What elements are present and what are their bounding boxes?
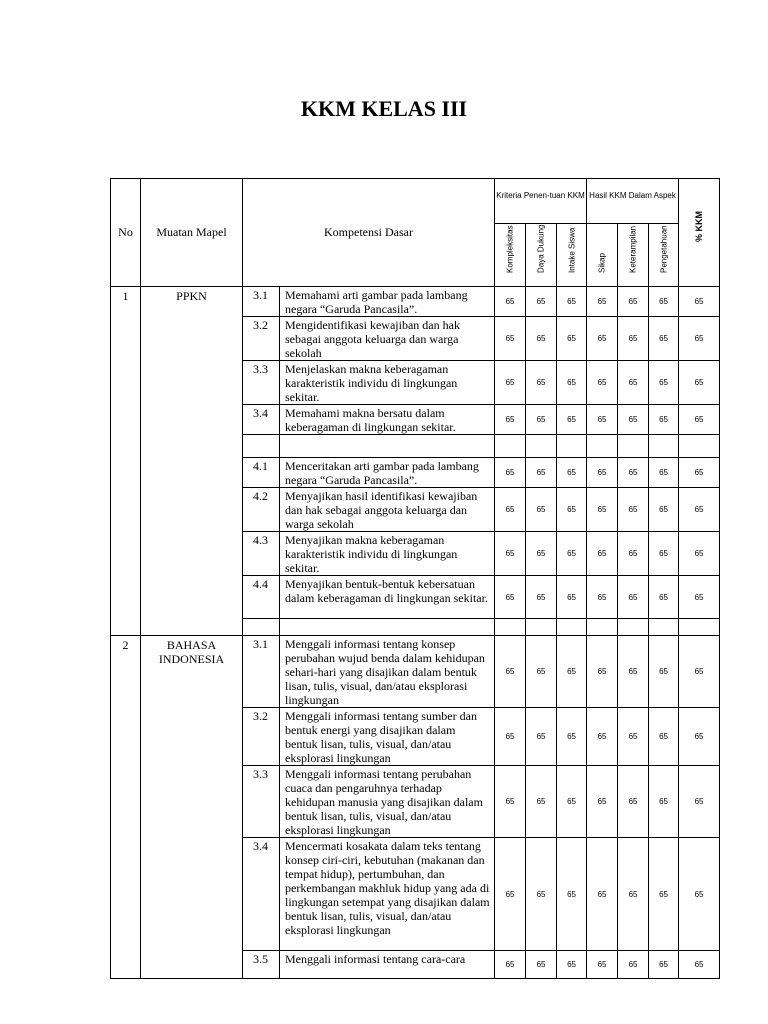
header-intake-siswa: Intake Siswa [557,224,587,287]
kd-text: Menggali informasi tentang cara-cara [280,951,495,979]
kd-code: 3.4 [243,405,280,435]
value-cell: 65 [557,317,587,361]
kd-code: 4.3 [243,532,280,576]
value-cell: 65 [526,405,557,435]
kd-text: Mencermati kosakata dalam teks tentang konsep ciri-ciri, kebutuhan (makanan dan tempat hidup), pertumbuhan, dan perkembangan makhluk hidup yang ada di lingkungan setempat yang disajikan dalam bentuk lisan, tulis, visual, dan/atau eksplorasi lingkungan [280,838,495,951]
value-cell: 65 [679,636,720,708]
value-cell: 65 [649,951,679,979]
value-cell: 65 [526,287,557,317]
value-cell: 65 [618,532,649,576]
value-cell: 65 [587,766,618,838]
kd-code: 3.2 [243,708,280,766]
table-row [111,636,720,708]
value-cell: 65 [526,532,557,576]
kd-code: 3.3 [243,766,280,838]
kd-text: Menggali informasi tentang perubahan cuaca dan pengaruhnya terhadap kehidupan manusia yang disajikan dalam bentuk lisan, tulis, visual, dan/atau eksplorasi lingkungan [280,766,495,838]
value-cell: 65 [649,317,679,361]
value-cell: 65 [495,838,526,951]
value-cell: 65 [526,838,557,951]
header-kompleksitas: Kompleksitas [495,224,526,287]
mapel-name: PPKN [141,287,243,636]
value-cell: 65 [618,708,649,766]
value-cell: 65 [587,708,618,766]
value-cell: 65 [557,838,587,951]
value-cell: 65 [495,951,526,979]
value-cell: 65 [679,317,720,361]
value-cell: 65 [618,287,649,317]
kd-text: Menyajikan hasil identifikasi kewajiban dan hak sebagai anggota keluarga dan warga sekolah [280,488,495,532]
value-cell: 65 [526,766,557,838]
kd-text: Menyajikan makna keberagaman karakteristik individu di lingkungan sekitar. [280,532,495,576]
row-no: 2 [111,636,141,979]
kd-text: Menceritakan arti gambar pada lambang negara “Garuda Pancasila”. [280,458,495,488]
value-cell: 65 [679,532,720,576]
value-cell: 65 [618,951,649,979]
value-cell: 65 [587,532,618,576]
value-cell: 65 [649,532,679,576]
value-cell: 65 [557,361,587,405]
header-no: No [111,179,141,287]
value-cell: 65 [679,708,720,766]
value-cell: 65 [587,636,618,708]
value-cell: 65 [618,636,649,708]
value-cell: 65 [526,458,557,488]
header-kompetensi-dasar: Kompetensi Dasar [243,179,495,287]
value-cell: 65 [679,488,720,532]
value-cell: 65 [618,838,649,951]
value-cell: 65 [679,405,720,435]
value-cell: 65 [649,576,679,619]
value-cell: 65 [557,951,587,979]
kd-text: Menjelaskan makna keberagaman karakteristik individu di lingkungan sekitar. [280,361,495,405]
kd-code: 4.1 [243,458,280,488]
value-cell: 65 [618,766,649,838]
kd-text: Menggali informasi tentang sumber dan bentuk energi yang disajikan dalam bentuk lisan, tulis, visual, dan/atau eksplorasi lingkungan [280,708,495,766]
value-cell: 65 [526,951,557,979]
value-cell: 65 [679,838,720,951]
header-keterampilan: Keterampilan [618,224,649,287]
value-cell: 65 [526,488,557,532]
kd-code: 3.2 [243,317,280,361]
value-cell: 65 [495,317,526,361]
kd-text: Memahami makna bersatu dalam keberagaman di lingkungan sekitar. [280,405,495,435]
value-cell: 65 [557,287,587,317]
kkm-table [110,178,720,979]
value-cell: 65 [618,488,649,532]
header-persen-kkm: % KKM [679,179,720,287]
value-cell: 65 [495,458,526,488]
value-cell: 65 [649,488,679,532]
value-cell: 65 [587,576,618,619]
value-cell: 65 [618,361,649,405]
kd-code: 3.5 [243,951,280,979]
value-cell: 65 [679,576,720,619]
value-cell: 65 [618,317,649,361]
value-cell: 65 [557,405,587,435]
value-cell: 65 [526,576,557,619]
value-cell: 65 [557,458,587,488]
value-cell: 65 [557,708,587,766]
value-cell: 65 [557,488,587,532]
value-cell: 65 [649,766,679,838]
value-cell: 65 [557,636,587,708]
value-cell: 65 [557,766,587,838]
value-cell: 65 [526,317,557,361]
value-cell: 65 [587,287,618,317]
value-cell: 65 [495,708,526,766]
value-cell: 65 [618,405,649,435]
value-cell: 65 [557,576,587,619]
kd-code: 3.1 [243,287,280,317]
value-cell: 65 [495,636,526,708]
value-cell: 65 [495,766,526,838]
value-cell: 65 [618,458,649,488]
kd-code: 4.2 [243,488,280,532]
value-cell: 65 [649,361,679,405]
header-daya-dukung: Daya Dukung [526,224,557,287]
value-cell: 65 [495,405,526,435]
header-pengetahuan: Pengetahuan [649,224,679,287]
value-cell: 65 [649,636,679,708]
value-cell: 65 [587,838,618,951]
value-cell: 65 [557,532,587,576]
kd-text: Menggali informasi tentang konsep perubahan wujud benda dalam kehidupan sehari-hari yang disajikan dalam bentuk lisan, tulis, visual, dan/atau eksplorasi lingkungan [280,636,495,708]
header-mapel: Muatan Mapel [141,179,243,287]
page-title: KKM KELAS III [300,96,468,121]
value-cell: 65 [587,361,618,405]
value-cell: 65 [679,361,720,405]
value-cell: 65 [495,287,526,317]
value-cell: 65 [526,636,557,708]
value-cell: 65 [495,488,526,532]
kd-code: 3.1 [243,636,280,708]
value-cell: 65 [679,287,720,317]
value-cell: 65 [649,287,679,317]
kd-code: 3.3 [243,361,280,405]
table-row [111,287,720,317]
value-cell: 65 [618,576,649,619]
value-cell: 65 [679,766,720,838]
value-cell: 65 [587,317,618,361]
mapel-name: BAHASA INDONESIA [141,636,243,979]
value-cell: 65 [526,361,557,405]
header-kriteria: Kriteria Penen-tuan KKM [495,179,587,224]
value-cell: 65 [587,458,618,488]
value-cell: 65 [526,708,557,766]
value-cell: 65 [649,405,679,435]
kd-code: 4.4 [243,576,280,619]
value-cell: 65 [495,532,526,576]
value-cell: 65 [495,361,526,405]
value-cell: 65 [649,458,679,488]
value-cell: 65 [587,405,618,435]
kd-code: 3.4 [243,838,280,951]
value-cell: 65 [649,838,679,951]
value-cell: 65 [587,951,618,979]
kd-text: Memahami arti gambar pada lambang negara “Garuda Pancasila”. [280,287,495,317]
header-sikap: Sikap [587,224,618,287]
value-cell: 65 [679,951,720,979]
header-hasil: Hasil KKM Dalam Aspek [587,179,679,224]
kd-text: Mengidentifikasi kewajiban dan hak sebagai anggota keluarga dan warga sekolah [280,317,495,361]
value-cell: 65 [495,576,526,619]
value-cell: 65 [649,708,679,766]
row-no: 1 [111,287,141,636]
value-cell: 65 [679,458,720,488]
value-cell: 65 [587,488,618,532]
kd-text: Menyajikan bentuk-bentuk kebersatuan dalam keberagaman di lingkungan sekitar. [280,576,495,619]
